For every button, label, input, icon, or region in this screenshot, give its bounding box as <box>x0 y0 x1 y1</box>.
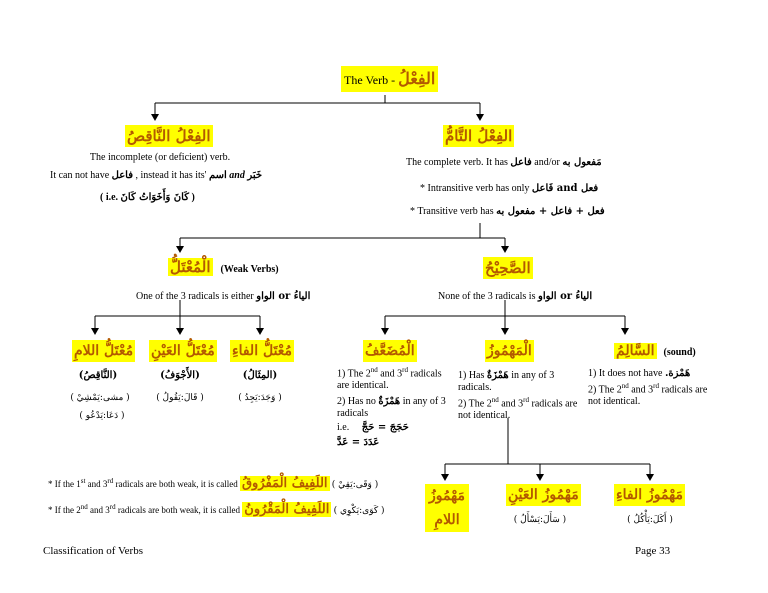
lafif-maqrun-note: * If the 2nd and 3rd radicals are both weak, it is called اللَفِيفُ الْمَقْرُونُ ( كَوَى:يَكْوِي ) <box>48 502 385 517</box>
mahmuz-ayn-example: ( سَأَلَ:يَسْأَلُ ) <box>513 515 567 525</box>
weak-verb-node <box>168 256 279 278</box>
weak-fa-sub: (المِثَالُ) <box>242 370 278 381</box>
salim-desc: 1) It does not have هَمْزة. 2) The 2nd and 3rd radicals are not identical. <box>588 368 708 408</box>
root-label-en: The Verb - <box>344 73 399 87</box>
root-node <box>341 66 438 92</box>
mahmuz-title: الْمَهْمُوزُ <box>485 340 534 362</box>
weak-lam-title: مُعْتَلُّ اللامِ <box>72 340 135 362</box>
mahmuz-fa-example: ( أَكَلَ:يَأْكُلُ ) <box>627 515 673 525</box>
mudaaf-desc: 1) The 2nd and 3rd radicals are identical. 2) Has no هَمْزَةٌ in any of 3 radicals i.e. حَجَجَ = حَجَّ عَدَدَ = عَدَّ <box>337 366 446 449</box>
weak-ayn-title: مُعْتَلُّ العَيْنِ <box>149 340 217 362</box>
weak-lam-example: ( دَعَا:يَدْعُو ) <box>79 411 125 421</box>
mahmuz-desc: 1) Has هَمْزَةٌ in any of 3 radicals. 2) The 2nd and 3rd radicals are not identical. <box>458 370 578 422</box>
salim-node <box>614 340 696 362</box>
incomplete-verb-line2: It can not have فاعل , instead it has its' اسم and خَبَر <box>50 170 263 181</box>
complete-verb-line1: The complete verb. It has فاعل and/or مَفعول به <box>406 157 602 168</box>
mahmuz-ayn-title: مَهْمُوزُ العَيْنِ <box>506 484 581 506</box>
footer-title: Classification of Verbs <box>43 545 144 557</box>
complete-verb-line3: * Transitive verb has فعل + فاعل + مفعول به <box>410 206 605 217</box>
weak-lam-example2: ( مشى:يَمْشِيْ ) <box>70 393 130 403</box>
salim-label: (sound) <box>663 347 696 358</box>
weak-fa-example: ( وَجَدَ:يَجِدُ ) <box>238 393 282 403</box>
weak-verb-desc: One of the 3 radicals is either الياءُ or الواو <box>136 291 311 302</box>
weak-verb-title: الْمُعْتَلُّ <box>170 258 211 276</box>
page-number: Page 33 <box>635 545 671 557</box>
sound-verb-desc: None of the 3 radicals is الياءُ or الواو <box>438 291 593 302</box>
root-label-ar: الفِعْلُ <box>398 69 436 88</box>
complete-verb-line2: * Intransitive verb has only فعل and فَاعل <box>420 183 599 194</box>
incomplete-verb-line3: ( i.e. كَانَ وَأَخَوَاتُ كَانَ ) <box>100 192 195 203</box>
weak-ayn-sub: (الأَجْوَفُ) <box>160 370 200 381</box>
incomplete-verb-title: الفِعْلُ النَّاقِصُ <box>127 127 211 145</box>
mudaaf-title: الْمُضَعَّفُ <box>363 340 417 362</box>
mahmuz-lam-title: مَهْمُوزُ اللامِ <box>425 484 469 532</box>
sound-verb-title: الصَّحِيْحُ <box>485 259 531 277</box>
complete-verb-title: الفِعْلُ التَّامُّ <box>445 127 513 145</box>
incomplete-verb-desc: The incomplete (or deficient) verb. <box>89 152 231 163</box>
mahmuz-fa-title: مَهْمُوزُ الفاءِ <box>614 484 685 506</box>
weak-ayn-example: ( قَالَ:يَقُولُ ) <box>156 393 204 403</box>
salim-title: السَّالِمُ <box>616 343 655 359</box>
weak-fa-title: مُعْتَلُّ الفاءِ <box>230 340 294 362</box>
lafif-mafruq-note: * If the 1st and 3rd radicals are both weak, it is called اللَفِيفُ الْمَفْرُوقُ ( وَقَى:يَقِيْ ) <box>48 476 379 491</box>
weak-lam-sub: (النَّاقِصُ) <box>78 370 118 381</box>
weak-verb-label: (Weak Verbs) <box>220 264 279 275</box>
